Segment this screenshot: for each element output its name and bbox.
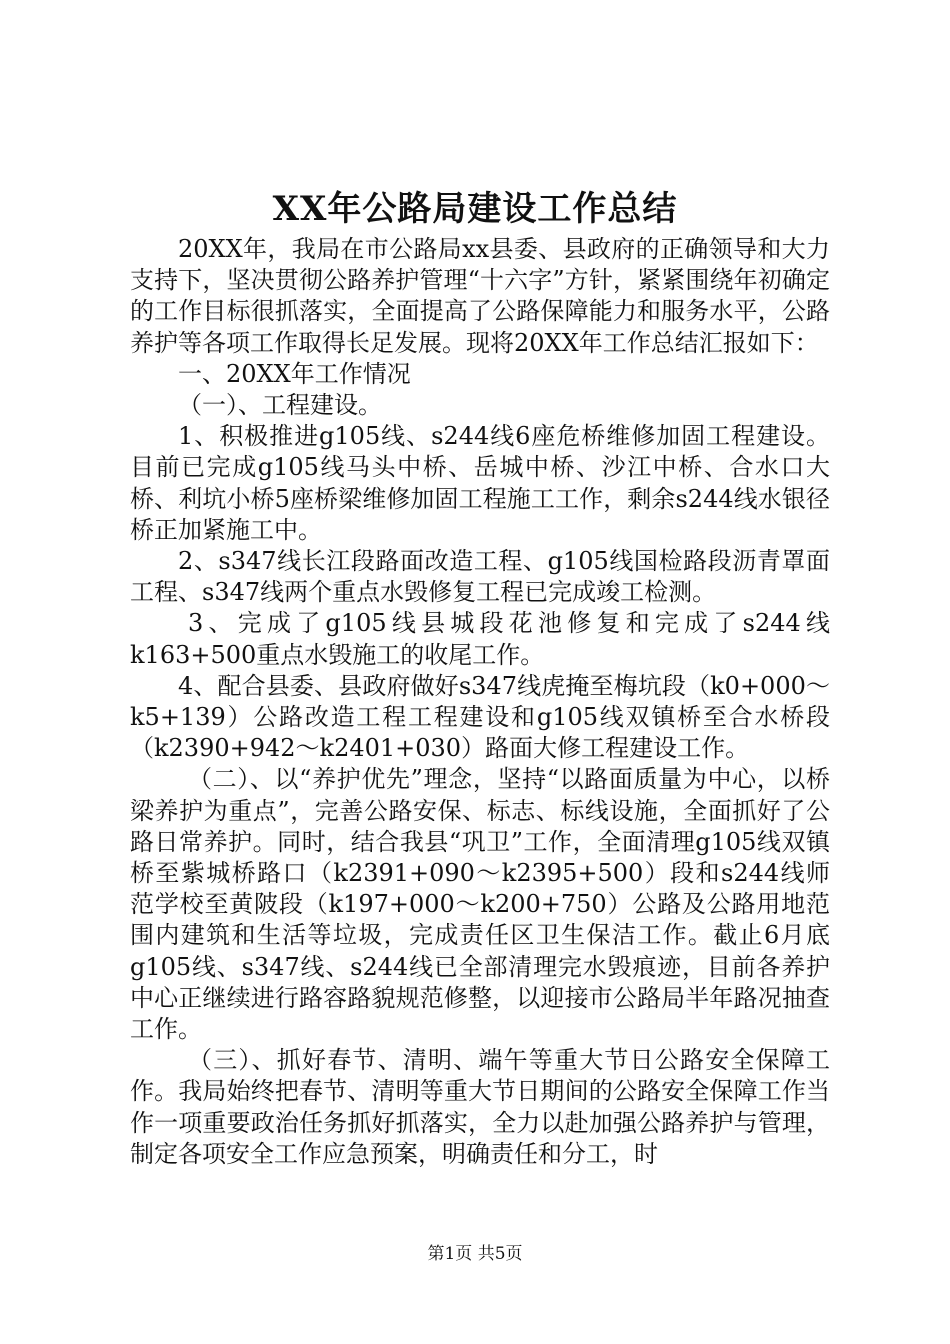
subsection-paragraph-2: （二）、以“养护优先”理念，坚持“以路面质量为中心，以桥梁养护为重点”，完善公路安保、标志、标线设施，全面抓好了公路日常养护。同时，结合我县“巩卫”工作，全面清理g105线双镇桥至紫城桥路口（k2391+090～k2395+500）段和s244线师范学校至黄陂段（k197+000～k200+750）公路及公路用地范围内建筑和生活等垃圾，完成责任区卫生保洁工作。截止6月底g105线、s347线、s244线已全部清理完水毁痕迹，目前各养护中心正继续进行路容路貌规范修整，以迎接市公路局半年路况抽查工作。 xyxy=(130,765,830,1044)
item-paragraph-3: 3、完成了g105线县城段花池修复和完成了s244线k163+500重点水毁施工的收尾工作。 xyxy=(130,609,830,669)
section-heading: 一、20XX年工作情况 xyxy=(178,359,411,388)
intro-paragraph: 20XX年，我局在市公路局xx县委、县政府的正确领导和大力支持下，坚决贯彻公路养护管理“十六字”方针，紧紧围绕年初确定的工作目标很抓落实，全面提高了公路保障能力和服务水平，公路养护等各项工作取得长足发展。现将20XX年工作总结汇报如下： xyxy=(130,235,830,357)
subsection-paragraph-3: （三）、抓好春节、清明、端午等重大节日公路安全保障工作。我局始终把春节、清明等重大节日期间的公路安全保障工作当作一项重要政治任务抓好抓落实，全力以赴加强公路养护与管理，制定各项安全工作应急预案，明确责任和分工，时 xyxy=(130,1046,830,1168)
document-body xyxy=(130,234,830,1170)
item-paragraph-4: 4、配合县委、县政府做好s347线虎掩至梅坑段（k0+000～k5+139）公路改造工程工程建设和g105线双镇桥至合水桥段（k2390+942～k2401+030）路面大修工程建设工作。 xyxy=(130,671,830,763)
page-number-footer: 第1页 共5页 xyxy=(427,1244,523,1264)
subsection-heading: （一）、工程建设。 xyxy=(178,391,382,420)
item-paragraph-1: 1、积极推进g105线、s244线6座危桥维修加固工程建设。目前已完成g105线马头中桥、岳城中桥、沙江中桥、合水口大桥、利坑小桥5座桥梁维修加固工程施工工作，剩余s244线水银径桥正加紧施工中。 xyxy=(130,422,830,544)
item-paragraph-2: 2、s347线长江段路面改造工程、g105线国检路段沥青罩面工程、s347线两个重点水毁修复工程已完成竣工检测。 xyxy=(130,547,830,607)
document-title: XX年公路局建设工作总结 xyxy=(272,189,678,229)
